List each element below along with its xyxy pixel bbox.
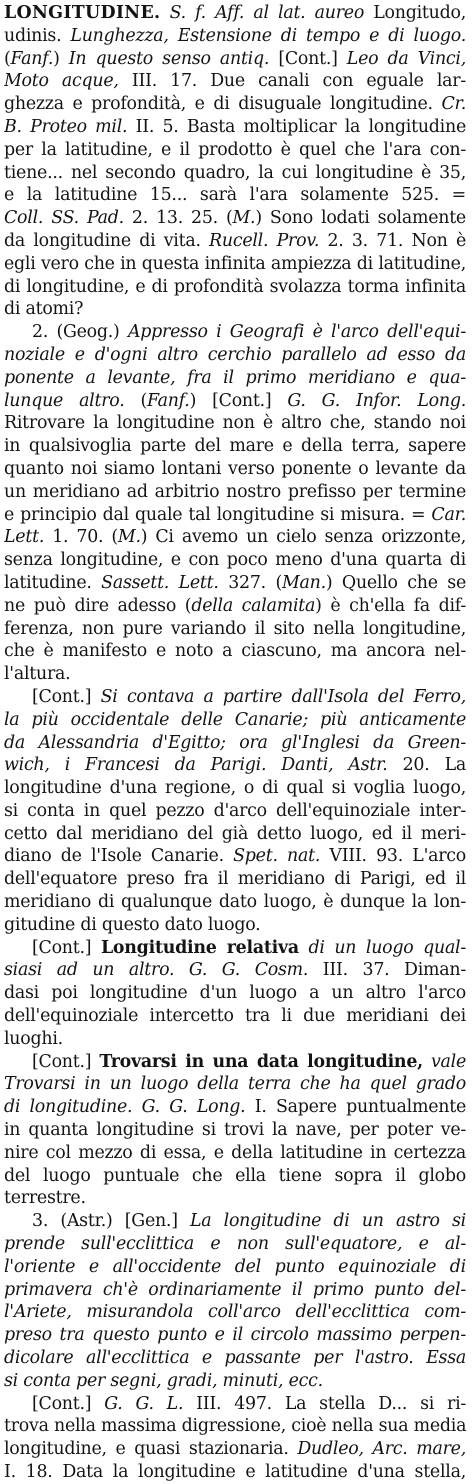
text-line (4, 845, 466, 868)
text-line (4, 25, 466, 48)
text-line (4, 1096, 466, 1119)
text-line (4, 1142, 466, 1165)
text-segment: 2. 3. 71. Non è (319, 230, 466, 251)
text-segment: Sassett. Lett. (101, 572, 219, 593)
text-segment: Ritrovare la longitudine non è altro che, stando noi (4, 413, 466, 434)
text-line (4, 70, 466, 93)
text-segment: Fanf. (147, 390, 190, 411)
text-line (4, 572, 466, 595)
text-segment (299, 938, 309, 958)
text-line (4, 184, 466, 207)
text-segment: Rucell. Prov. (209, 230, 320, 251)
text-segment: preso tra questo punto e il circolo massimo perpen- (4, 1325, 466, 1346)
text-segment: noziale e d'ogni altro cerchio parallelo ad esso da (4, 344, 466, 365)
text-line (4, 1301, 466, 1324)
text-segment: [Cont.] (32, 937, 101, 958)
text-line (4, 732, 466, 755)
text-line (4, 1347, 466, 1370)
text-segment: l'altura. (4, 664, 71, 685)
text-segment: M. (117, 527, 141, 548)
text-line (4, 298, 466, 321)
text-segment: G. G. Infor. Long. (287, 390, 466, 411)
text-segment: Leo da Vinci, (346, 48, 466, 69)
text-line (4, 1028, 466, 1051)
text-segment: ( (124, 390, 148, 411)
text-line (4, 2, 466, 25)
text-segment: in quanta longitudine si trovi la nave, per poter ve- (4, 1120, 466, 1141)
text-line (4, 1370, 466, 1393)
text-segment: lunque altro. (4, 390, 125, 411)
text-segment: diano de l'Isole Canarie. (4, 846, 234, 867)
text-segment: Man. (281, 572, 326, 593)
text-segment: cetto dal meridiano del già detto luogo, ed il meri- (4, 823, 466, 844)
text-segment: ) Sono lodati solamente (255, 208, 466, 229)
text-line (4, 663, 466, 686)
text-segment: 1. 70. ( (44, 527, 118, 548)
text-segment: S. f. Aff. al lat. aureo (169, 3, 365, 23)
text-line (4, 481, 466, 504)
text-line (4, 412, 466, 435)
text-segment: un meridiano ad arbitrio nostro prefisso per termine (4, 481, 466, 502)
text-line (4, 959, 466, 982)
text-segment: quanto noi siamo lontani verso ponente o levante da (4, 458, 466, 479)
text-segment: ne può dire adesso ( (4, 595, 192, 616)
text-segment: Longitudine relativa (100, 937, 299, 958)
text-line (4, 276, 466, 299)
text-line (4, 549, 466, 572)
text-segment: l'oriente e all'occidente del punto equinoziale di (4, 1256, 466, 1277)
text-segment: Cr. (441, 94, 466, 115)
text-segment: senza longitudine, e con poco meno d'una quarta di (4, 550, 466, 571)
text-line (4, 1393, 466, 1416)
text-segment: siasi ad un altro. G. G. Cosm. (4, 960, 309, 981)
text-line (4, 777, 466, 800)
text-segment: da Alessandria d'Egitto; ora gl'Inglesi da Green- (4, 732, 466, 753)
text-line (4, 1073, 466, 1096)
text-segment: terrestre. (4, 1188, 86, 1209)
text-segment: nire col mezzo di essa, e della latitudine in certezza (4, 1142, 466, 1163)
text-segment: [Cont.] (32, 1393, 105, 1414)
text-segment: ) Quello che se (325, 572, 466, 593)
text-segment: Trovarsi in un luogo della terra che ha quel grado (4, 1074, 466, 1095)
text-segment: Fanf. (10, 48, 54, 69)
text-line (4, 1279, 466, 1302)
text-segment: 2. 13. 25. ( (123, 208, 233, 229)
text-line (4, 709, 466, 732)
text-line (4, 253, 466, 276)
text-line (4, 1165, 466, 1188)
text-segment: ghezza e profondità, e di disuguale longitudine. (4, 94, 442, 115)
text-segment: per la latitudine, e il prodotto è quel che l'ara con- (4, 139, 466, 160)
text-segment: egli vero che in questa infinita ampiezza di latitudine, (4, 253, 466, 274)
text-segment: Dudleo, Arc. mare, (297, 1439, 466, 1460)
text-segment: luoghi. (4, 1028, 63, 1049)
text-line (4, 823, 466, 846)
text-segment: in qualsivoglia parte del mare e della terra, sapere (4, 436, 466, 457)
text-line (4, 1187, 466, 1210)
text-segment: La longitudine di un astro si (189, 1211, 466, 1232)
text-line (4, 640, 466, 663)
text-segment: G. G. L. (104, 1393, 184, 1414)
text-line (4, 207, 466, 230)
text-segment: longitudine d'una regione, o di qual si voglia luogo, (4, 778, 466, 799)
text-line (4, 526, 466, 549)
text-line (4, 435, 466, 458)
text-segment: dell'equinoziale intercetto tra li due meridiani dei (4, 1006, 466, 1027)
text-segment: B. Proteo mil. (4, 116, 128, 137)
text-segment: di atomi? (4, 299, 84, 320)
text-segment: la più occidentale delle Canarie; più anticamente (4, 709, 466, 730)
text-segment: LONGITUDINE. (4, 3, 161, 23)
text-segment: e principio dal quale tal longitudine si misura. = (4, 504, 432, 525)
text-segment: 20. La (387, 755, 466, 776)
text-segment: III. 37. Diman- (308, 960, 466, 981)
text-segment: [Cont.] (32, 686, 101, 707)
text-line (4, 618, 466, 641)
text-segment: meridiano di qualunque dato luogo, è dunque la lon- (4, 892, 466, 913)
text-segment: In questo senso antiq. (68, 48, 270, 69)
text-line (4, 321, 466, 344)
text-line (4, 982, 466, 1005)
text-line (4, 937, 466, 960)
text-segment: Coll. SS. Pad. (4, 208, 124, 229)
text-segment: che è manifesto e noto a ciascuno, ma ancora nel- (4, 641, 466, 662)
text-segment: trova nella massima digressione, cioè nella sua media (4, 1416, 466, 1437)
text-segment: di longitudine, e di profondità svolazza torma infinita (4, 276, 466, 297)
text-segment: da longitudine di vita. (4, 230, 210, 251)
text-segment: III. 17. Due canali con eguale lar- (118, 71, 466, 92)
text-segment: dasi poi longitudine d'un luogo a un altro l'arco (4, 983, 466, 1004)
text-line (4, 162, 466, 185)
text-segment: Spet. nat. (233, 846, 321, 867)
text-segment: ( (4, 48, 11, 69)
text-segment: Si contava a partire dall'Isola del Ferro, (100, 686, 466, 707)
text-line (4, 458, 466, 481)
text-segment: udinis. (4, 25, 71, 46)
text-segment: ) Ci avemo un cielo senza orizzonte, (140, 527, 466, 548)
text-segment: prende sull'ecclittica e non sull'equatore, e al- (4, 1234, 466, 1255)
text-segment: 327. ( (218, 572, 282, 593)
text-segment: vale (430, 1051, 466, 1072)
text-line (4, 139, 466, 162)
text-segment: latitudine. (4, 572, 102, 593)
text-segment: l'Ariete, misurandola coll'arco dell'ecclittica com- (4, 1302, 466, 1323)
text-line (4, 1210, 466, 1233)
text-segment: del luogo puntuale che ella tiene sopra il globo (4, 1165, 466, 1186)
text-line (4, 1256, 466, 1279)
text-line (4, 390, 466, 413)
text-segment: si conta per segni, gradi, minuti, ecc. (4, 1370, 323, 1391)
text-segment: e la latitudine 15... sarà l'ara solamente 525. = (4, 185, 466, 206)
text-segment: ) [Cont.] (189, 390, 288, 411)
text-line (4, 504, 466, 527)
text-segment: II. 5. Basta moltiplicar la longitudine (127, 116, 466, 137)
text-segment: ) (53, 48, 69, 69)
entry-longitudine (4, 2, 466, 1484)
text-line (4, 1051, 466, 1074)
text-segment (423, 1052, 431, 1072)
text-segment: M. (232, 208, 256, 229)
text-segment: Moto acque, (4, 71, 119, 92)
text-segment: dell'equatore preso fra il meridiano di Parigi, ed il (4, 869, 466, 890)
text-line (4, 754, 466, 777)
text-segment: si conta in quel pezzo d'arco dell'equinoziale inter- (4, 800, 466, 821)
text-segment: [Cont.] (32, 1051, 100, 1072)
text-segment: di un luogo qual- (308, 937, 466, 958)
text-line (4, 891, 466, 914)
text-segment: Lunghezza, Estensione di tempo e di luogo. (70, 25, 466, 46)
text-line (4, 1438, 466, 1461)
text-line (4, 1233, 466, 1256)
text-segment: Trovarsi in una data longitudine, (99, 1051, 423, 1072)
text-line (4, 1119, 466, 1142)
text-segment: ) è ch'ella fa dif- (315, 595, 466, 616)
text-segment: longitudine, e quasi stazionaria. (4, 1439, 298, 1460)
text-segment: I. 18. Data la longitudine e latitudine d'una stella, (4, 1462, 466, 1482)
text-segment: di longitudine. G. G. Long. (4, 1097, 246, 1118)
text-segment: Car. (431, 504, 466, 525)
text-line (4, 93, 466, 116)
text-line (4, 344, 466, 367)
text-segment: gitudine di questo dato luogo. (4, 914, 261, 935)
text-segment: VIII. 93. L'arco (320, 846, 466, 867)
text-line (4, 686, 466, 709)
text-segment: ponente a levante, fra il primo meridiano e qua- (4, 367, 466, 388)
text-line (4, 1461, 466, 1484)
text-segment: 2. (Geog.) (32, 322, 128, 343)
text-segment: I. Sapere puntualmente (245, 1097, 466, 1118)
text-segment: Appresso i Geografi è l'arco dell'equi- (127, 322, 466, 343)
text-line (4, 595, 466, 618)
text-segment: III. 497. La stella D... si ri- (183, 1393, 466, 1414)
text-segment: della calamita (191, 595, 316, 616)
text-segment: dicolare all'ecclittica e passante per l'astro. Essa (4, 1348, 466, 1369)
text-line (4, 1005, 466, 1028)
text-line (4, 1415, 466, 1438)
text-segment: tiene... nel secondo quadro, la cui longitudine è 35, (4, 162, 466, 183)
text-segment: ferenza, non pure variando il sito nella longitudine, (4, 618, 466, 639)
text-line (4, 868, 466, 891)
text-line (4, 800, 466, 823)
text-line (4, 48, 466, 71)
text-segment: Lett. (4, 527, 45, 548)
text-segment: Longitudo, (364, 3, 466, 23)
text-line (4, 230, 466, 253)
text-line (4, 1324, 466, 1347)
text-line (4, 914, 466, 937)
text-segment: [Cont.] (269, 48, 347, 69)
text-segment: primavera ch'è ordinariamente il primo punto del- (4, 1279, 466, 1300)
text-line (4, 116, 466, 139)
text-line (4, 367, 466, 390)
text-segment: 3. (Astr.) [Gen.] (32, 1211, 190, 1232)
text-segment (160, 3, 169, 23)
text-segment: wich, i Francesi da Parigi. Danti, Astr. (4, 755, 388, 776)
